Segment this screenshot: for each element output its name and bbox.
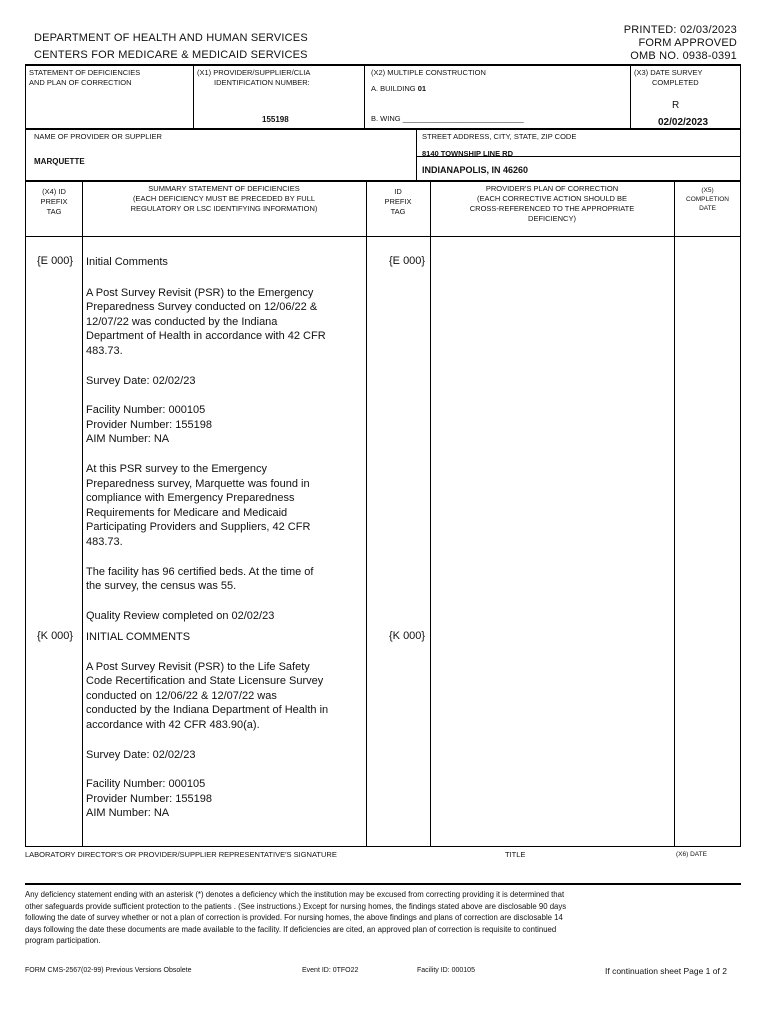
building-row: [371, 84, 426, 94]
text-line: Facility Number: 000105: [86, 778, 206, 791]
provider-name: MARQUETTE: [34, 157, 85, 166]
x5-header-line: DATE: [699, 205, 716, 212]
rule: [193, 64, 194, 128]
x4-header-line: (X4) ID: [42, 187, 66, 196]
x4-header: [26, 187, 82, 217]
text-line: Facility Number: 000105: [86, 404, 206, 417]
prefix-tag-k000: {K 000}: [37, 630, 74, 642]
text-line: Provider Number: 155198: [86, 418, 212, 431]
rule: [364, 64, 365, 128]
text-line: Code Recertification and State Licensure Survey: [86, 675, 324, 688]
plan-header: [431, 184, 673, 224]
text-line: the survey, the census was 55.: [86, 580, 237, 593]
k000-content: [86, 630, 364, 821]
k000-survey-date: Survey Date: 02/02/23: [86, 748, 196, 761]
e000-quality-review: Quality Review completed on 02/02/23: [86, 609, 275, 622]
x1-label-1: (X1) PROVIDER/SUPPLIER/CLIA: [197, 68, 311, 77]
survey-date-completed: 02/02/2023: [658, 117, 709, 128]
street-address-label: STREET ADDRESS, CITY, STATE, ZIP CODE: [422, 132, 577, 141]
e000-para: [86, 462, 364, 550]
disclaimer-line: following the date of survey whether or not a plan of correction is provided. For nursing homes, the above findings and plans of correction are disclosable 14: [25, 913, 563, 923]
rule: [25, 64, 26, 846]
text-line: Department of Health in accordance with 42 CFR: [86, 330, 326, 343]
provider-name-label: NAME OF PROVIDER OR SUPPLIER: [34, 132, 162, 141]
text-line: Preparedness survey, Marquette was found in: [86, 477, 310, 490]
x5-header-line: (X5): [701, 187, 714, 194]
text-line: A Post Survey Revisit (PSR) to the Life Safety: [86, 660, 310, 673]
rule: [740, 64, 741, 846]
x3-label-1: (X3) DATE SURVEY: [634, 68, 703, 77]
disclaimer-line: days following the date these documents are made available to the facility. If deficiencies are cited, an approved plan of correction is requisite to continued: [25, 924, 557, 934]
text-line: AIM Number: NA: [86, 807, 170, 820]
disclaimer-line: other safeguards provide sufficient protection to the patients . (See instructions.) Except for nursing homes, the findings stated above are disclosable 90 days: [25, 901, 567, 911]
department-title: DEPARTMENT OF HEALTH AND HUMAN SERVICES: [34, 32, 308, 44]
signature-label: LABORATORY DIRECTOR'S OR PROVIDER/SUPPLIER REPRESENTATIVE'S SIGNATURE: [25, 850, 337, 859]
disclaimer-line: program participation.: [25, 936, 101, 946]
statement-label-1: STATEMENT OF DEFICIENCIES: [29, 68, 141, 77]
wing-label: B. WING _____________________________: [371, 114, 524, 123]
x3-label-2: COMPLETED: [652, 78, 699, 87]
x5-header-line: COMPLETION: [686, 196, 729, 203]
e000-content: [86, 255, 364, 623]
rule: [25, 846, 741, 847]
rule: [674, 180, 675, 846]
e000-para: [86, 565, 364, 594]
e000-facility-info: [86, 403, 364, 447]
x2-label: (X2) MULTIPLE CONSTRUCTION: [371, 68, 486, 77]
id-tag-k000: {K 000}: [389, 630, 426, 642]
disclaimer: [25, 889, 741, 947]
city-state-zip: INDIANAPOLIS, IN 46260: [422, 165, 529, 175]
text-line: Participating Providers and Suppliers, 42 CFR: [86, 521, 311, 534]
text-line: Preparedness Survey conducted on 12/06/22 &: [86, 301, 318, 314]
printed-date: PRINTED: 02/03/2023: [623, 24, 737, 36]
x5-header: [675, 186, 740, 213]
text-line: 483.73.: [86, 344, 123, 357]
building-value: 01: [417, 84, 427, 93]
plan-header-line: (EACH CORRECTIVE ACTION SHOULD BE: [476, 194, 628, 203]
statement-label-2: AND PLAN OF CORRECTION: [29, 78, 132, 87]
text-line: compliance with Emergency Preparedness: [86, 492, 295, 505]
provider-id-number: 155198: [262, 115, 289, 124]
text-line: conducted on 12/06/22 & 12/07/22 was: [86, 689, 277, 702]
text-line: Provider Number: 155198: [86, 792, 212, 805]
rule: [25, 64, 741, 66]
plan-header-line: CROSS-REFERENCED TO THE APPROPRIATE: [469, 204, 635, 213]
survey-type-code: R: [672, 100, 680, 111]
facility-id: Facility ID: 000105: [417, 967, 475, 974]
id-prefix-header: [366, 187, 430, 217]
rule: [25, 128, 741, 130]
street-address: 8140 TOWNSHIP LINE RD: [422, 149, 513, 158]
x6-date-label: (X6) DATE: [676, 851, 707, 858]
page-info: If continuation sheet Page 1 of 2: [605, 966, 727, 976]
text-line: conducted by the Indiana Department of Health in: [86, 704, 329, 717]
omb-number: OMB NO. 0938-0391: [630, 50, 737, 62]
k000-facility-info: [86, 777, 364, 821]
x4-header-line: TAG: [46, 207, 62, 216]
rule: [630, 64, 631, 128]
rule: [82, 180, 83, 846]
plan-header-line: DEFICIENCY): [528, 214, 576, 223]
text-line: At this PSR survey to the Emergency: [86, 462, 267, 475]
rule: [430, 180, 431, 846]
rule: [25, 883, 741, 885]
e000-survey-date: Survey Date: 02/02/23: [86, 374, 196, 387]
summary-header: [82, 184, 366, 214]
id-header-line: ID: [394, 187, 402, 196]
id-header-line: PREFIX: [384, 197, 412, 206]
plan-header-line: PROVIDER'S PLAN OF CORRECTION: [485, 184, 619, 193]
text-line: Requirements for Medicare and Medicaid: [86, 506, 288, 519]
text-line: 483.73.: [86, 535, 123, 548]
id-tag-e000: {E 000}: [389, 255, 426, 267]
summary-header-line: (EACH DEFICIENCY MUST BE PRECEDED BY FULL: [132, 194, 316, 203]
rule: [366, 180, 367, 846]
building-label: A. BUILDING: [371, 84, 416, 93]
rule: [25, 236, 741, 237]
rule: [416, 128, 417, 180]
summary-header-line: SUMMARY STATEMENT OF DEFICIENCIES: [148, 184, 300, 193]
text-line: AIM Number: NA: [86, 433, 170, 446]
event-id: Event ID: 0TFO22: [302, 967, 359, 974]
text-line: The facility has 96 certified beds. At the time of: [86, 565, 314, 578]
title-label: TITLE: [505, 850, 526, 859]
text-line: 12/07/22 was conducted by the Indiana: [86, 315, 278, 328]
text-line: A Post Survey Revisit (PSR) to the Emergency: [86, 286, 314, 299]
form-approved: FORM APPROVED: [638, 37, 737, 49]
agency-title: CENTERS FOR MEDICARE & MEDICAID SERVICES: [34, 49, 308, 61]
id-header-line: TAG: [390, 207, 406, 216]
k000-title: INITIAL COMMENTS: [86, 631, 191, 643]
x4-header-line: PREFIX: [40, 197, 68, 206]
text-line: accordance with 42 CFR 483.90(a).: [86, 718, 260, 731]
k000-para: [86, 660, 364, 733]
prefix-tag-e000: {E 000}: [37, 255, 74, 267]
summary-header-line: REGULATORY OR LSC IDENTIFYING INFORMATION): [130, 204, 318, 213]
rule: [25, 180, 741, 182]
x1-label-2: IDENTIFICATION NUMBER:: [214, 78, 310, 87]
e000-para: [86, 286, 364, 359]
e000-title: Initial Comments: [86, 256, 168, 268]
form-id: FORM CMS-2567(02-99) Previous Versions Obsolete: [25, 967, 192, 974]
disclaimer-line: Any deficiency statement ending with an asterisk (*) denotes a deficiency which the institution may be excused from correcting providing it is determined that: [25, 890, 565, 899]
